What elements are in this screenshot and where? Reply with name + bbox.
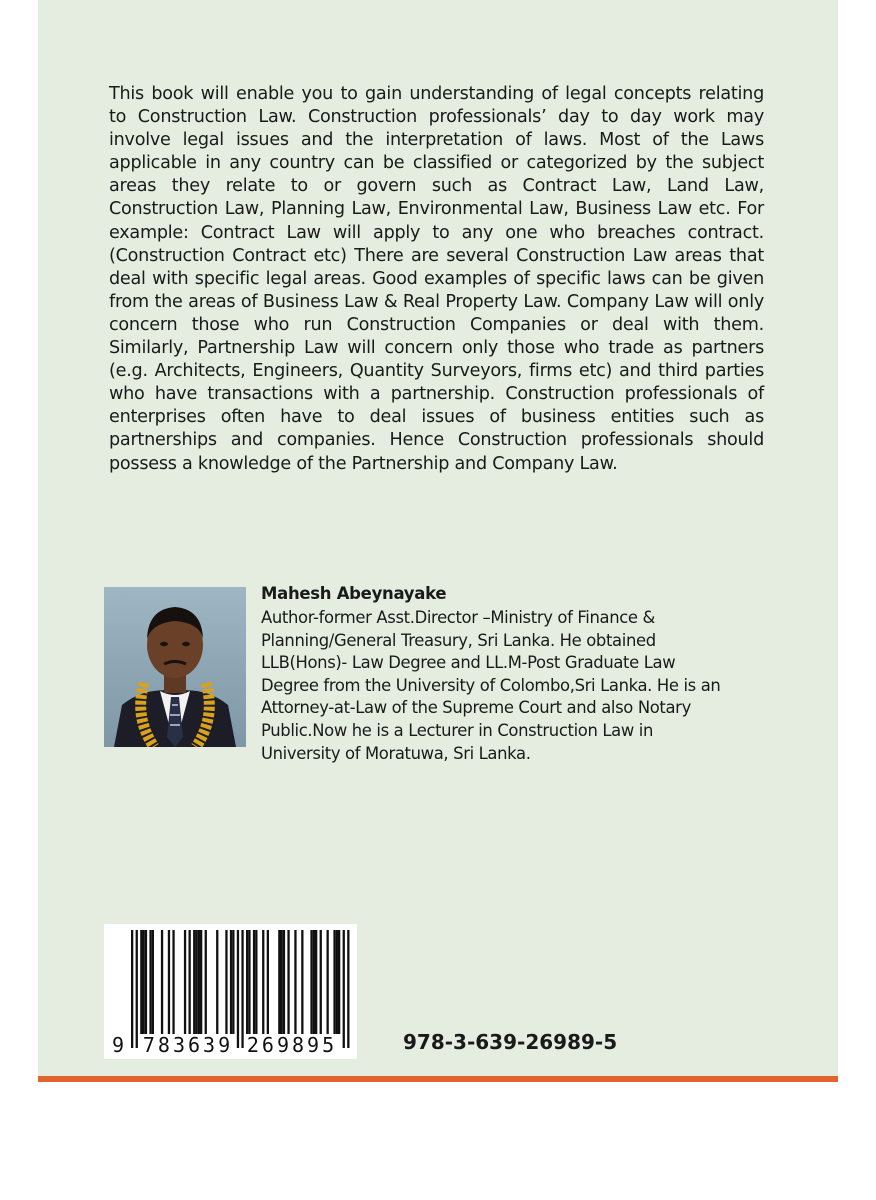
barcode-bar bbox=[315, 930, 317, 1034]
author-bio-line: LLB(Hons)- Law Degree and LL.M-Post Graduate Law bbox=[261, 653, 676, 673]
barcode-bar bbox=[246, 930, 248, 1034]
barcode-bar bbox=[338, 930, 340, 1034]
barcode-digits-left: 783639 bbox=[142, 1033, 234, 1057]
author-bio-line: Planning/General Treasury, Sri Lanka. He obtained bbox=[261, 630, 656, 650]
author-bio-line: Public.Now he is a Lecturer in Construction Law in bbox=[261, 720, 653, 740]
barcode-bar bbox=[343, 930, 345, 1048]
barcode-bar bbox=[294, 930, 296, 1034]
barcode-bar bbox=[255, 930, 257, 1034]
barcode-bar bbox=[195, 930, 197, 1034]
author-bio-line: Author-former Asst.Director –Ministry of Finance & bbox=[261, 608, 655, 627]
barcode-bar bbox=[232, 930, 234, 1034]
author-name: Mahesh Abeynayake bbox=[261, 584, 447, 603]
barcode-digits-lead: 9 bbox=[111, 1033, 125, 1057]
barcode-bar bbox=[205, 930, 207, 1034]
barcode-bar bbox=[230, 930, 232, 1034]
barcode-bar bbox=[168, 930, 170, 1034]
barcode-bar bbox=[278, 930, 280, 1034]
barcode-bar bbox=[172, 930, 174, 1034]
book-blurb: This book will enable you to gain understanding of legal concepts relating to Construction Law. Construction professionals’ day to day work may involve legal issues and the interpretation of laws. Most of the Laws applicable in any country can be classified or categorized by the subject areas they relate to or govern such as Contract Law, Land Law, Construction Law, Planning Law, Environmental Law, Business Law etc. For example: Contract Law will apply to any one who breaches contract. (Construction Contract etc) There are several Construction Law areas that deal with specific legal areas. Good examples of specific laws can be given from the areas of Business Law & Real Property Law. Company Law will only concern those who run Construction Companies or deal with them. Similarly, Partnership Law will concern only those who trade as partners (e.g. Architects, Engineers, Quantity Surveyors, firms etc) and third parties who have transactions with a partnership. Construction professionals of enterprises often have to deal issues of business entities such as partnerships and companies. Hence Construction professionals should possess a knowledge of the Partnership and Company Law. bbox=[109, 84, 764, 474]
barcode-bar bbox=[145, 930, 147, 1034]
barcode-bar bbox=[140, 930, 142, 1034]
barcode bbox=[104, 924, 357, 1059]
barcode-bar bbox=[136, 930, 138, 1048]
barcode-bar bbox=[225, 930, 227, 1034]
barcode-bar bbox=[152, 930, 154, 1034]
barcode-bar bbox=[149, 930, 151, 1034]
barcode-bar bbox=[237, 930, 239, 1048]
author-photo bbox=[104, 587, 246, 747]
barcode-bar bbox=[333, 930, 335, 1034]
barcode-bar bbox=[161, 930, 163, 1034]
barcode-bar bbox=[216, 930, 218, 1034]
barcode-bar bbox=[184, 930, 186, 1034]
author-bio-line: Attorney-at-Law of the Supreme Court and also Notary bbox=[261, 698, 691, 718]
author-portrait-image bbox=[104, 587, 246, 747]
barcode-digits-right: 269895 bbox=[246, 1033, 338, 1057]
barcode-bar bbox=[301, 930, 303, 1034]
barcode-bar bbox=[262, 930, 264, 1034]
accent-bar bbox=[38, 1076, 838, 1082]
barcode-bar bbox=[189, 930, 191, 1034]
barcode-bar bbox=[253, 930, 255, 1034]
barcode-bar bbox=[281, 930, 283, 1034]
barcode-bar bbox=[310, 930, 312, 1034]
barcode-image bbox=[104, 924, 357, 1059]
barcode-bar bbox=[313, 930, 315, 1034]
barcode-bar bbox=[248, 930, 250, 1034]
barcode-bar bbox=[193, 930, 195, 1034]
barcode-bar bbox=[336, 930, 338, 1034]
author-bio-line: University of Moratuwa, Sri Lanka. bbox=[261, 743, 531, 763]
barcode-bar bbox=[200, 930, 202, 1034]
barcode-bar bbox=[347, 930, 349, 1048]
author-bio-line: Degree from the University of Colombo,Sri Lanka. He is an bbox=[261, 675, 721, 695]
barcode-bar bbox=[320, 930, 322, 1034]
barcode-bar bbox=[283, 930, 285, 1034]
author-bio bbox=[261, 607, 761, 765]
barcode-bar bbox=[241, 930, 243, 1048]
barcode-bar bbox=[327, 930, 329, 1034]
barcode-bar bbox=[287, 930, 289, 1034]
barcode-bar bbox=[267, 930, 269, 1034]
barcode-bar bbox=[143, 930, 145, 1034]
barcode-bar bbox=[131, 930, 133, 1048]
barcode-bar bbox=[198, 930, 200, 1034]
isbn-number: 978-3-639-26989-5 bbox=[403, 1030, 618, 1054]
